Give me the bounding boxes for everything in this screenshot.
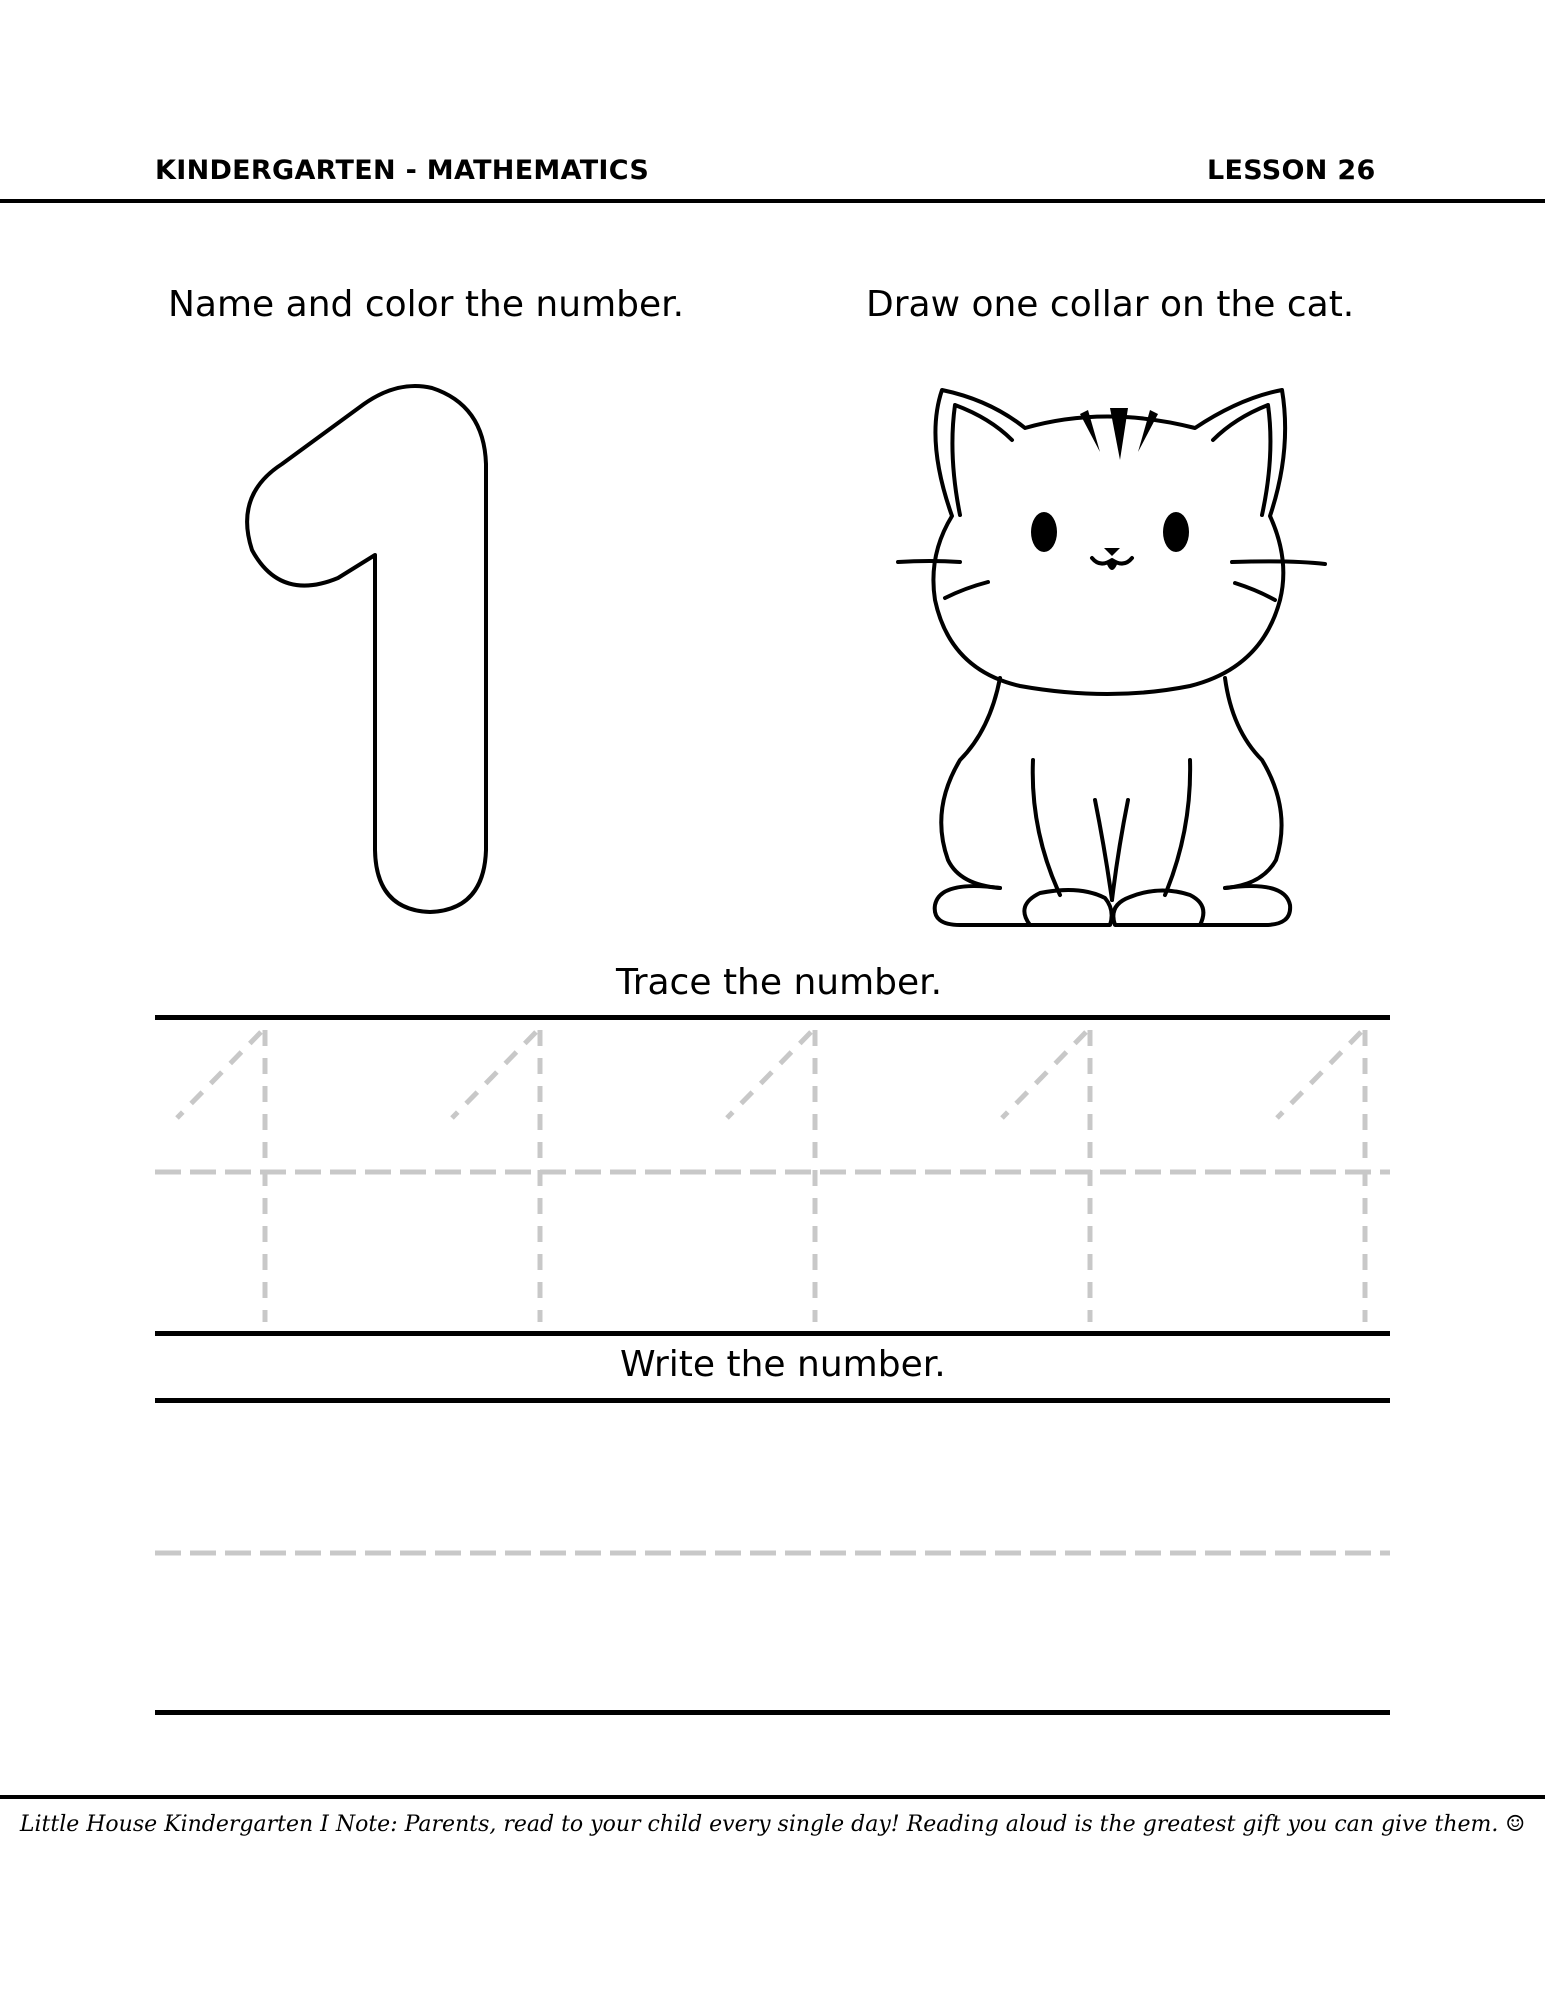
footer-rule bbox=[0, 1795, 1545, 1799]
footer-note: Little House Kindergarten I Note: Parents, read to your child every single day! Reading aloud is the greatest gift you can give them. ☺ bbox=[19, 1812, 1526, 1837]
lesson-number: LESSON 26 bbox=[1207, 155, 1376, 186]
draw-collar-instruction: Draw one collar on the cat. bbox=[866, 284, 1355, 325]
worksheet-subject: KINDERGARTEN - MATHEMATICS bbox=[155, 155, 650, 186]
write-bottom-line bbox=[155, 1710, 1390, 1715]
trace-instruction: Trace the number. bbox=[616, 962, 943, 1003]
write-instruction: Write the number. bbox=[620, 1344, 946, 1385]
name-color-instruction: Name and color the number. bbox=[168, 284, 685, 325]
